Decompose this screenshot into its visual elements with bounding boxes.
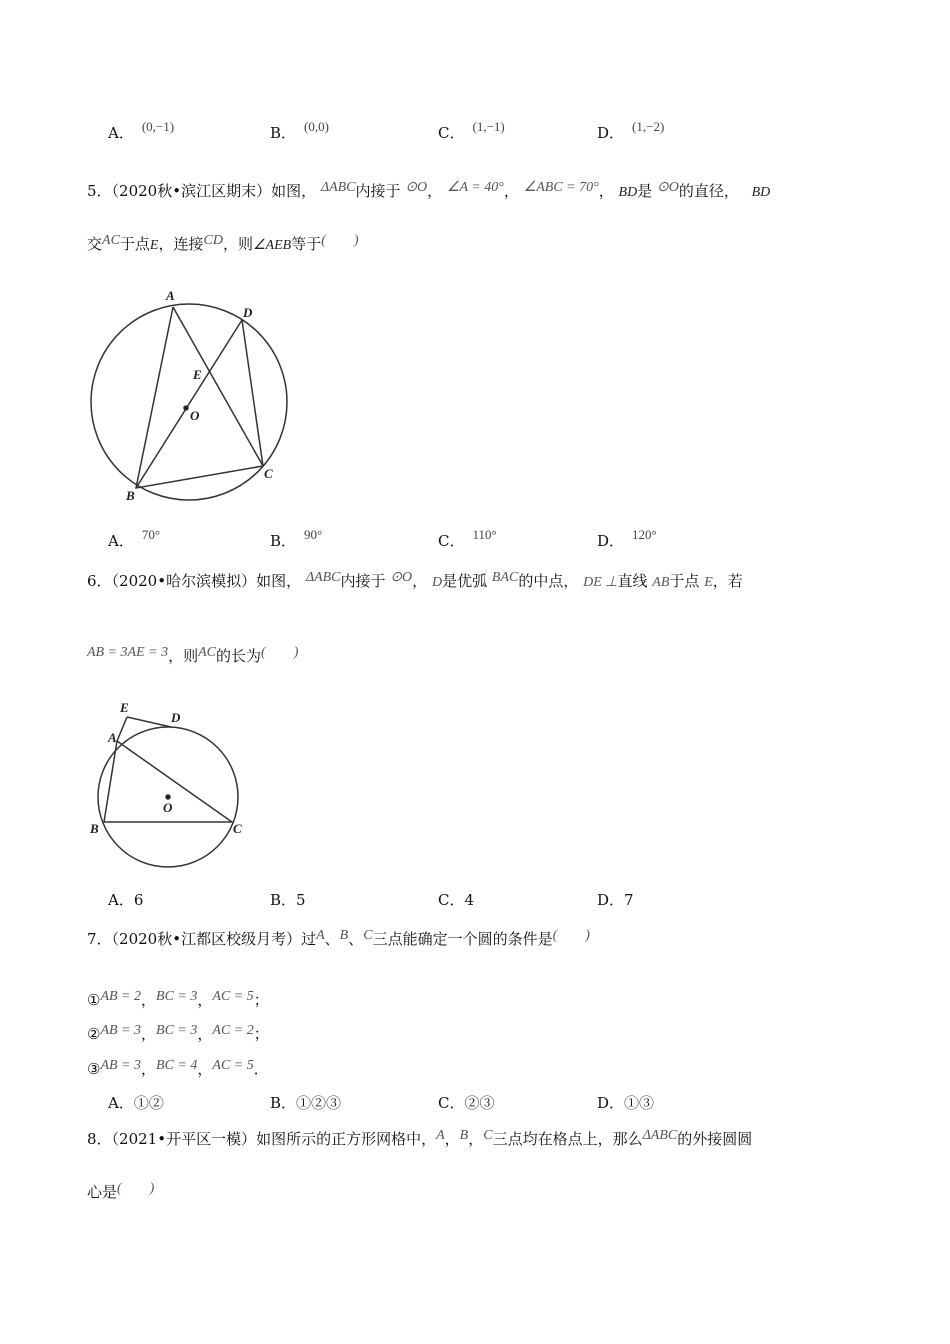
math: AC (198, 645, 217, 660)
text: ， (197, 1060, 213, 1078)
math: ∠ABC = 70° (523, 180, 599, 195)
option-value: 70° (141, 527, 161, 542)
text: ， (141, 1060, 157, 1078)
option-value: (0,0) (304, 119, 329, 134)
question-number: 8． (87, 1130, 112, 1148)
math: ⊙O (390, 570, 413, 585)
text: ， (427, 182, 443, 200)
answer-blank: ( ) (552, 928, 590, 943)
option-label: A． (108, 1094, 134, 1112)
answer-blank: ( ) (261, 645, 299, 660)
option-value: (1,−1) (472, 119, 505, 134)
math: AC = 2 (212, 1023, 254, 1038)
text: ； (253, 991, 269, 1009)
question-source: （2020秋•江都区校级月考）过 (111, 930, 317, 948)
text: 于点 (119, 235, 150, 253)
q6-option-a (108, 889, 143, 910)
text: ， (503, 182, 519, 200)
option-label: B． (270, 124, 297, 142)
option-value: ①③ (624, 1094, 655, 1112)
option-value: (1,−2) (632, 119, 665, 134)
option-label: C． (438, 124, 465, 142)
math: AB (652, 575, 670, 590)
option-label: C． (438, 532, 465, 550)
text: 的直径， (678, 182, 739, 200)
text: 的中点， (518, 572, 579, 590)
math: BC = 3 (156, 1023, 198, 1038)
math: ΔABC (305, 570, 341, 585)
q7-line1 (87, 928, 590, 949)
center-dot (184, 406, 188, 410)
marker: ② (87, 1025, 101, 1043)
math: AB = 3 (100, 1058, 142, 1073)
diameter-bd (136, 320, 242, 488)
q6-option-b (270, 889, 306, 910)
text: 等于 (291, 235, 322, 253)
label-o: O (163, 800, 173, 815)
math: ⊙O (405, 180, 428, 195)
option-label: A． (108, 532, 134, 550)
option-value: 110° (472, 527, 497, 542)
question-source: （2020秋•滨江区期末）如图， (111, 182, 317, 200)
question-source: （2020•哈尔滨模拟）如图， (111, 572, 302, 590)
option-value: (0,−1) (141, 119, 175, 134)
q6-line2 (87, 645, 298, 666)
text: ． (253, 1060, 269, 1078)
center-dot (166, 795, 170, 799)
text: 内接于 (340, 572, 386, 590)
q7-condition-1 (87, 989, 269, 1010)
option-label: D． (597, 891, 625, 909)
q6-option-c (438, 889, 474, 910)
math: D (431, 575, 443, 590)
math-arc: BAC (491, 570, 519, 585)
math: ⊙O (656, 180, 679, 195)
math: AC = 5 (212, 989, 254, 1004)
option-label: B． (270, 891, 297, 909)
question-source: （2021•开平区一模）如图所示的正方形网格中， (111, 1130, 437, 1148)
text: ， (197, 991, 213, 1009)
q7-option-b (270, 1092, 341, 1113)
math: CD (203, 233, 223, 248)
question-number: 7． (87, 930, 112, 948)
option-label: B． (270, 532, 297, 550)
q8-line2 (87, 1181, 154, 1202)
text: ， (197, 1025, 213, 1043)
math: AC (102, 233, 120, 248)
marker: ③ (87, 1060, 101, 1078)
label-b: B (126, 488, 135, 503)
math: A (436, 1128, 445, 1143)
label-d: D (243, 305, 253, 320)
marker: ① (87, 991, 101, 1009)
math: ∠AEB (252, 238, 292, 253)
option-label: D． (597, 532, 625, 550)
option-label: D． (597, 1094, 625, 1112)
option-label: D． (597, 124, 625, 142)
math: A (316, 928, 325, 943)
q8-line1 (87, 1128, 752, 1149)
math: BC = 4 (156, 1058, 198, 1073)
text: ， (141, 991, 157, 1009)
q5-figure (91, 304, 287, 500)
text: 心是 (87, 1183, 118, 1201)
text: ， (444, 1130, 460, 1148)
option-label: A． (108, 124, 134, 142)
option-value: 6 (133, 891, 144, 909)
math: ΔABC (642, 1128, 678, 1143)
option-value: ①②③ (296, 1094, 342, 1112)
text: 三点能确定一个圆的条件是 (372, 930, 553, 948)
q7-option-d (597, 1092, 654, 1113)
text: 于点 (669, 572, 700, 590)
text: 是优弧 (442, 572, 488, 590)
q6-line1 (87, 570, 743, 591)
label-d: D (171, 710, 181, 725)
label-o: O (190, 408, 200, 423)
label-e: E (193, 367, 202, 382)
text: 、 (348, 930, 364, 948)
answer-blank: ( ) (321, 233, 359, 248)
text: ， (141, 1025, 157, 1043)
q5-option-d (597, 527, 657, 551)
label-a: A (166, 288, 175, 303)
q5-option-c (438, 527, 497, 551)
text: ， (598, 182, 614, 200)
q6-figure (98, 717, 238, 867)
option-value: ①② (133, 1094, 164, 1112)
math: ΔABC (320, 180, 356, 195)
math: AB = 3 (100, 1023, 142, 1038)
math: C (363, 928, 373, 943)
option-value: 90° (304, 527, 323, 542)
answer-blank: ( ) (117, 1181, 155, 1196)
option-label: C． (438, 1094, 465, 1112)
math: BD (618, 185, 638, 200)
option-value: 120° (632, 527, 657, 542)
option-value: ②③ (464, 1094, 495, 1112)
q5-option-a (108, 527, 161, 551)
text: ， (468, 1130, 484, 1148)
text: ，则 (168, 647, 199, 665)
circle-o (91, 304, 287, 500)
q7-option-c (438, 1092, 495, 1113)
text: 是 (637, 182, 653, 200)
label-a: A (108, 730, 117, 745)
question-number: 5． (87, 182, 112, 200)
text: 直线 (617, 572, 648, 590)
q6-option-d (597, 889, 634, 910)
q7-condition-2 (87, 1023, 269, 1044)
math: AB = 3AE = 3 (87, 645, 169, 660)
math: E (149, 238, 159, 253)
math: E (704, 575, 713, 590)
option-value: 7 (624, 891, 634, 909)
text: 、 (324, 930, 340, 948)
text: ，若 (712, 572, 743, 590)
text: ； (253, 1025, 269, 1043)
math: BC = 3 (156, 989, 198, 1004)
q7-option-a (108, 1092, 164, 1113)
math: B (459, 1128, 469, 1143)
math: AB = 2 (100, 989, 142, 1004)
option-value: 4 (464, 891, 475, 909)
text: ， (412, 572, 428, 590)
label-c: C (264, 466, 273, 481)
line-ab-extended (117, 717, 127, 741)
math: ∠A = 40° (446, 180, 504, 195)
segment-cd (242, 320, 263, 466)
segment-de (127, 717, 171, 727)
math: DE ⊥ (583, 575, 618, 590)
text: ，则 (222, 235, 253, 253)
math: AC = 5 (212, 1058, 254, 1073)
q7-condition-3 (87, 1058, 269, 1079)
label-e: E (120, 700, 129, 715)
text: 的外接圆圆 (677, 1130, 753, 1148)
option-label: A． (108, 891, 134, 909)
question-number: 6． (87, 572, 112, 590)
text: ，连接 (158, 235, 204, 253)
math: C (483, 1128, 493, 1143)
text: 内接于 (355, 182, 401, 200)
text: 交 (87, 235, 103, 253)
text: 的长为 (216, 647, 262, 665)
math: B (339, 928, 349, 943)
label-b: B (90, 821, 99, 836)
math: BD (751, 185, 771, 200)
option-value: 5 (296, 891, 306, 909)
label-c: C (233, 821, 242, 836)
text: 三点均在格点上，那么 (492, 1130, 643, 1148)
option-label: C． (438, 891, 465, 909)
q5-option-b (270, 527, 323, 551)
option-label: B． (270, 1094, 297, 1112)
